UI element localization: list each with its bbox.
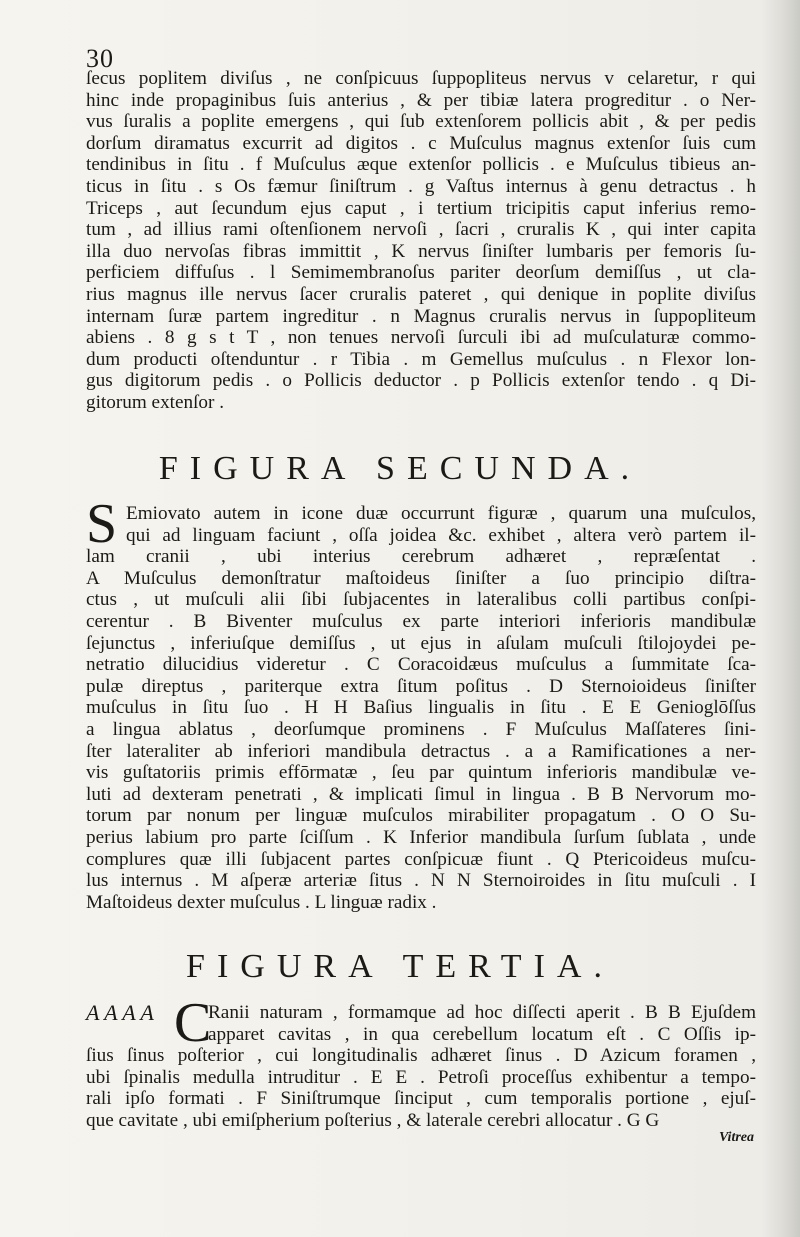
text-line: lus internus . M aſperæ arteriæ ſitus . N N Sternoiroides in ſitu muſculi . I [86, 870, 756, 892]
text-line: dorſum diramatus excurrit ad digitos . c Muſculus magnus extenſor ſuis cum [86, 132, 756, 154]
text-line: que cavitate , ubi emiſpherium poſterius , & laterale cerebri allocatur . G G [86, 1109, 660, 1131]
text-line: ſejunctus , inferiuſque demiſſus , ut ejus in aſulam muſculi ſtilojoydei pe- [86, 632, 756, 654]
text-line: ſecus poplitem diviſus , ne conſpicuus ſuppopliteus nervus v celaretur, r qui [86, 68, 756, 89]
text-line: ſius ſinus poſterior , cui longitudinalis adhæret ſinus . D Azicum foramen , [86, 1045, 756, 1067]
dropcap-lines [208, 1002, 756, 1045]
label-prefix: A A A A [86, 1000, 154, 1025]
text-line: illa duo nervoſas fibras immittit , K nervus ſiniſter lumbaris per femoris ſu- [86, 240, 756, 262]
text-line: ubi ſpinalis medulla intruditur . E E . Petroſi proceſſus exhibentur a tempo- [86, 1066, 756, 1088]
dropcap-letter: S [86, 493, 118, 555]
text-block-figure-one-continued [86, 68, 756, 414]
text-block-figura-secunda [86, 493, 756, 913]
text-line: ticus in ſitu . s Os fæmur ſiniſtrum . g Vaſtus internus à genu detractus . h [86, 175, 756, 197]
text-line: internam ſuræ partem ingreditur . n Magnus cruralis nervus in ſuppopliteum [86, 305, 756, 327]
text-line: gitorum extenſor . [86, 391, 225, 413]
text-line: torum par nonum per linguæ muſculos mirabiliter propagatum . O O Su- [86, 805, 756, 827]
text-line: a lingua ablatus , deorſumque prominens . F Muſculus Maſſateres ſini- [86, 718, 756, 740]
page-number: 30 [86, 44, 114, 73]
text-line: rali ipſo formati . F Siniſtrumque ſinciput , cum temporalis portione , ejuſ- [86, 1088, 756, 1110]
dropcap-letter: C [174, 992, 212, 1054]
text-line: tum , ad illius rami oſtenſionem nervoſi , ſacri , cruralis K , qui inter capita [86, 219, 756, 241]
catchword: Vitrea [718, 1130, 754, 1145]
text-line: Maſtoideus dexter muſculus . L linguæ radix . [86, 891, 437, 913]
text-line: perius labium pro parte ſciſſum . K Inferior mandibula ſurſum ſublata , unde [86, 826, 756, 848]
text-line: Triceps , aut ſecundum ejus caput , i tertium tricipitis caput inferius remo- [86, 197, 756, 219]
heading-figura-tertia: FIGURA TERTIA. [186, 948, 614, 985]
text-line: tendinibus in ſitu . f Muſculus æque extenſor pollicis . e Muſculus tibieus an- [86, 154, 756, 176]
heading-figura-secunda: FIGURA SECUNDA. [158, 450, 642, 487]
dropcap-paragraph [86, 992, 756, 1054]
text-line: vus ſuralis a poplite emergens , qui ſub extenſorem pollicis abit , & per pedis [86, 111, 756, 133]
text-line: lam cranii , ubi interius cerebrum adhæret , repræſentat . [86, 546, 756, 568]
text-line: abiens . 8 g s t T , non tenues nervoſi ſurculi ibi ad muſculaturæ commo- [86, 327, 756, 349]
text-line: luti ad dexteram penetrati , & implicati ſimul in lingua . B B Nervorum mo- [86, 783, 756, 805]
page-gutter-shadow [762, 0, 800, 1237]
text-line: dum producti oſtenduntur . r Tibia . m Gemellus muſculus . n Flexor lon- [86, 348, 756, 370]
text-line: A Muſculus demonſtratur maſtoideus ſiniſter a ſuo principio diſtra- [86, 567, 756, 589]
text-line: perficiem diffuſus . l Semimembranoſus pariter deorſum demiſſus , ut cla- [86, 262, 756, 284]
text-line: gus digitorum pedis . o Pollicis deductor . p Pollicis extenſor tendo . q Di- [86, 370, 756, 392]
text-line: pulæ direptus , pariterque extra ſitum poſitus . D Sternoioideus ſiniſter [86, 675, 756, 697]
text-line: qui ad linguam faciunt , oſſa joidea &c. exhibet , altera verò partem il- [126, 524, 756, 546]
text-line: vis guſtatoriis primis effōrmatæ , ſeu par quintum inferioris mandibulæ ve- [86, 762, 756, 784]
text-line: cerentur . B Biventer muſculus ex parte interiori inferioris mandibulæ [86, 610, 756, 632]
text-line: netratio dilucidius videretur . C Coracoidæus muſculus a ſummitate ſca- [86, 654, 756, 676]
dropcap-paragraph [86, 493, 756, 555]
text-line: hinc inde propaginibus ſuis anterius , & per tibiæ latera progreditur . o Ner- [86, 89, 756, 111]
text-line: ctus , ut muſculi alii ſibi ſubjacentes in lateralibus colli partibus conſpi- [86, 589, 756, 611]
text-line: muſculus in ſitu ſuo . H H Baſius lingualis in ſitu . E E Genioglōſſus [86, 697, 756, 719]
text-line: complures quæ illi ſubjacent partes conſpicuæ fiunt . Q Ptericoideus muſcu- [86, 848, 756, 870]
paragraph-lines [86, 546, 756, 913]
paragraph-lines [86, 1045, 756, 1131]
text-line: apparet cavitas , in qua cerebellum locatum eſt . C Oſſis ip- [208, 1023, 756, 1045]
text-block-figura-tertia [86, 992, 756, 1132]
text-line: Emiovato autem in icone duæ occurrunt figuræ , quarum una muſculos, [126, 503, 756, 524]
text-line: Ranii naturam , formamque ad hoc diſſecti aperit . B B Ejuſdem [208, 1002, 756, 1023]
text-line: ſter lateraliter ab inferiori mandibula detractus . a a Ramificationes a ner- [86, 740, 756, 762]
text-line: rius magnus ille nervus ſacer cruralis pateret , qui denique in poplite diviſus [86, 283, 756, 305]
dropcap-lines [126, 503, 756, 546]
